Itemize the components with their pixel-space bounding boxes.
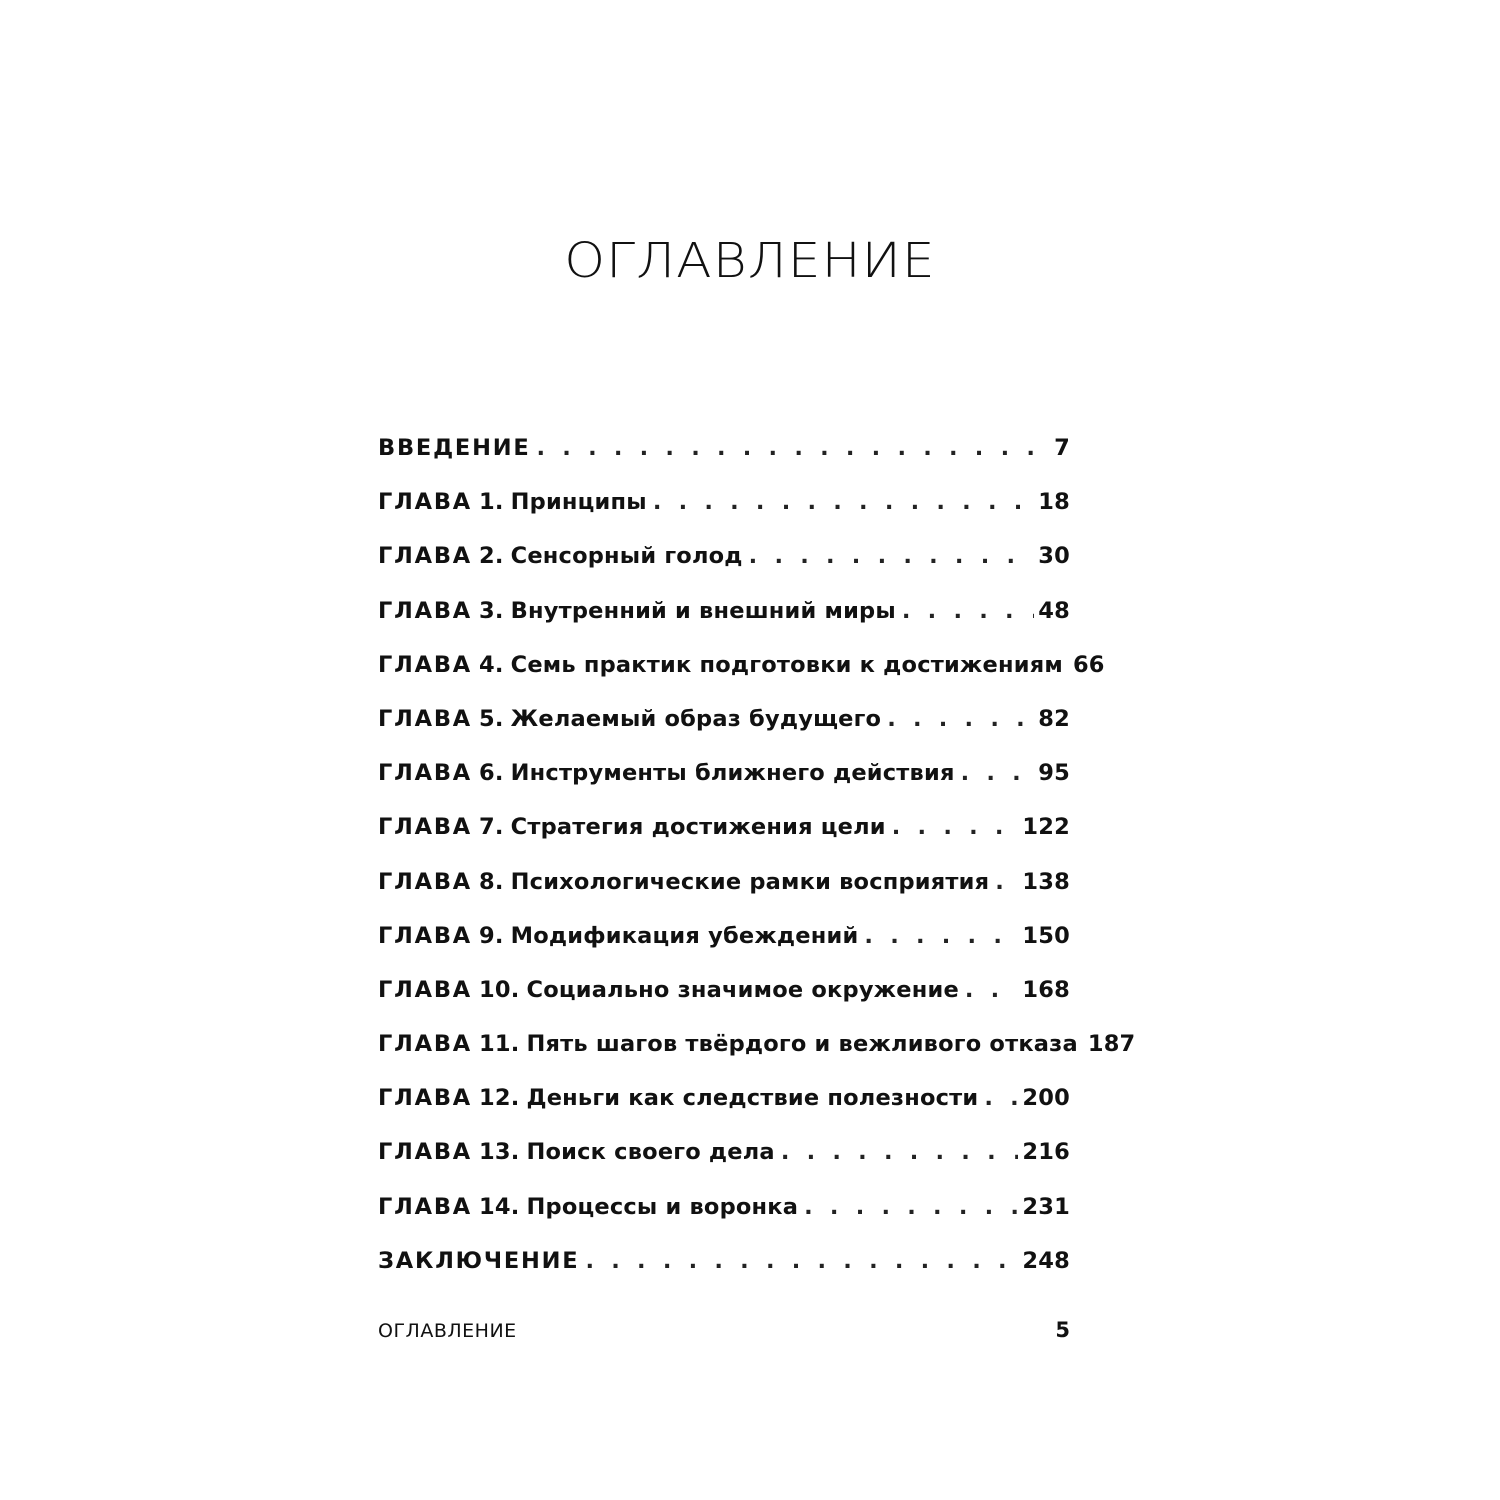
- toc-entry-prefix: ГЛАВА: [378, 922, 473, 949]
- toc-entry-prefix: ГЛАВА: [378, 489, 473, 516]
- toc-entry-label: [378, 977, 959, 1003]
- table-of-contents: [378, 435, 1136, 1302]
- toc-entry-prefix: ГЛАВА: [378, 705, 473, 732]
- toc-entry-title: Пять шагов твёрдого и вежливого отказа: [526, 1031, 1078, 1058]
- page-number: 5: [1055, 1318, 1070, 1342]
- toc-entry-title: Сенсорный голод: [510, 543, 743, 570]
- dot-leader: [961, 760, 1035, 786]
- toc-entry-page: 168: [1022, 976, 1070, 1003]
- toc-entry-chapter-3[interactable]: [378, 598, 1070, 652]
- dot-leader: [995, 869, 1018, 895]
- toc-entry-page: 187: [1087, 1031, 1136, 1058]
- running-head: ОГЛАВЛЕНИЕ: [378, 1320, 517, 1342]
- toc-entry-prefix: ВВЕДЕНИЕ: [378, 435, 531, 461]
- toc-entry-page: 66: [1072, 651, 1105, 678]
- toc-entry-page: 138: [1022, 868, 1070, 895]
- toc-entry-prefix: ГЛАВА: [378, 597, 473, 624]
- toc-entry-title: Внутренний и внешний миры: [510, 597, 896, 624]
- toc-entry-page: 248: [1022, 1247, 1070, 1274]
- toc-entry-prefix: ГЛАВА: [378, 1031, 473, 1058]
- toc-entry-page: 200: [1022, 1085, 1070, 1112]
- toc-entry-number: 11.: [479, 1031, 520, 1058]
- dot-leader: [902, 598, 1034, 624]
- toc-entry-label: [378, 814, 886, 840]
- toc-entry-label: [378, 543, 743, 569]
- toc-entry-label: [378, 706, 881, 732]
- toc-entry-number: 7.: [479, 814, 504, 841]
- toc-entry-page: 48: [1038, 597, 1070, 624]
- toc-entry-chapter-4[interactable]: [378, 651, 1105, 706]
- toc-entry-label: [378, 1139, 775, 1165]
- toc-entry-title: Принципы: [510, 489, 647, 516]
- toc-entry-label: [378, 652, 1063, 678]
- dot-leader: [804, 1194, 1018, 1220]
- toc-entry-page: 30: [1038, 543, 1070, 570]
- dot-leader: [864, 923, 1018, 949]
- toc-entry-title: Инструменты ближнего действия: [510, 760, 955, 787]
- page-title: ОГЛАВЛЕНИЕ: [564, 233, 936, 289]
- toc-entry-number: 13.: [479, 1139, 520, 1166]
- toc-entry-number: 10.: [479, 976, 520, 1003]
- toc-entry-title: Семь практик подготовки к достижениям: [510, 651, 1063, 678]
- toc-entry-label: [378, 760, 955, 786]
- toc-entry-number: 5.: [479, 705, 504, 732]
- toc-entry-label: [378, 598, 896, 624]
- toc-entry-number: 4.: [479, 651, 504, 678]
- dot-leader: [965, 977, 1019, 1003]
- dot-leader: [537, 435, 1051, 461]
- toc-entry-title: Психологические рамки восприятия: [510, 868, 990, 895]
- toc-entry-page: 122: [1022, 814, 1070, 841]
- toc-entry-prefix: ЗАКЛЮЧЕНИЕ: [378, 1247, 580, 1274]
- toc-entry-chapter-9[interactable]: [378, 923, 1070, 977]
- toc-entry-number: 3.: [479, 597, 504, 624]
- toc-entry-chapter-5[interactable]: [378, 706, 1070, 760]
- toc-entry-title: Поиск своего дела: [526, 1139, 775, 1166]
- dot-leader: [892, 814, 1019, 840]
- toc-entry-number: 12.: [479, 1085, 520, 1112]
- toc-entry-title: Модификация убеждений: [510, 922, 859, 949]
- toc-entry-chapter-8[interactable]: [378, 869, 1070, 923]
- dot-leader: [781, 1139, 1019, 1165]
- toc-entry-title: Желаемый образ будущего: [510, 705, 882, 732]
- toc-entry-title: Стратегия достижения цели: [510, 814, 886, 841]
- toc-entry-title: Деньги как следствие полезности: [526, 1085, 979, 1112]
- toc-entry-label: [378, 923, 858, 949]
- toc-entry-prefix: ГЛАВА: [378, 1139, 473, 1166]
- toc-entry-chapter-1[interactable]: [378, 489, 1070, 543]
- toc-entry-label: [378, 1248, 579, 1274]
- toc-entry-prefix: ГЛАВА: [378, 1193, 473, 1220]
- toc-entry-number: 2.: [479, 543, 504, 570]
- dot-leader: [887, 706, 1034, 732]
- toc-entry-prefix: ГЛАВА: [378, 543, 473, 570]
- toc-entry-number: 9.: [479, 922, 504, 949]
- toc-entry-title: Социально значимое окружение: [526, 976, 959, 1003]
- toc-entry-label: [378, 1194, 798, 1220]
- toc-entry-page: 95: [1038, 760, 1070, 787]
- toc-entry-chapter-13[interactable]: [378, 1139, 1070, 1193]
- toc-entry-page: 18: [1038, 489, 1070, 516]
- toc-entry-chapter-10[interactable]: [378, 977, 1070, 1031]
- toc-entry-label: [378, 489, 647, 515]
- dot-leader: [749, 543, 1035, 569]
- toc-entry-page: 82: [1038, 705, 1070, 732]
- toc-entry-page: 231: [1022, 1193, 1070, 1220]
- dot-leader: [585, 1248, 1018, 1274]
- toc-entry-number: 14.: [479, 1193, 520, 1220]
- toc-entry-label: [378, 869, 989, 895]
- toc-entry-chapter-7[interactable]: [378, 814, 1070, 868]
- toc-entry-title: Процессы и воронка: [526, 1193, 799, 1220]
- dot-leader: [653, 489, 1034, 515]
- toc-entry-chapter-2[interactable]: [378, 543, 1070, 597]
- toc-entry-prefix: ГЛАВА: [378, 760, 473, 787]
- toc-entry-page: 7: [1054, 435, 1070, 461]
- toc-entry-label: [378, 435, 531, 461]
- toc-entry-label: [378, 1031, 1078, 1057]
- toc-entry-page: 150: [1022, 922, 1070, 949]
- toc-entry-prefix: ГЛАВА: [378, 814, 473, 841]
- toc-entry-number: 6.: [479, 760, 504, 787]
- toc-entry-page: 216: [1022, 1139, 1070, 1166]
- toc-entry-prefix: ГЛАВА: [378, 976, 473, 1003]
- dot-leader: [984, 1085, 1018, 1111]
- toc-entry-number: 8.: [479, 868, 504, 895]
- toc-entry-number: 1.: [479, 489, 504, 516]
- toc-entry-prefix: ГЛАВА: [378, 651, 473, 678]
- toc-entry-label: [378, 1085, 978, 1111]
- toc-entry-chapter-11[interactable]: [378, 1031, 1136, 1085]
- toc-entry-prefix: ГЛАВА: [378, 868, 473, 895]
- page-footer: [378, 1318, 1070, 1342]
- toc-entry-chapter-6[interactable]: [378, 760, 1070, 814]
- toc-entry-conclusion[interactable]: [378, 1248, 1070, 1302]
- toc-entry-chapter-14[interactable]: [378, 1194, 1070, 1248]
- toc-entry-introduction[interactable]: [378, 435, 1070, 489]
- toc-entry-chapter-12[interactable]: [378, 1085, 1070, 1139]
- toc-entry-prefix: ГЛАВА: [378, 1085, 473, 1112]
